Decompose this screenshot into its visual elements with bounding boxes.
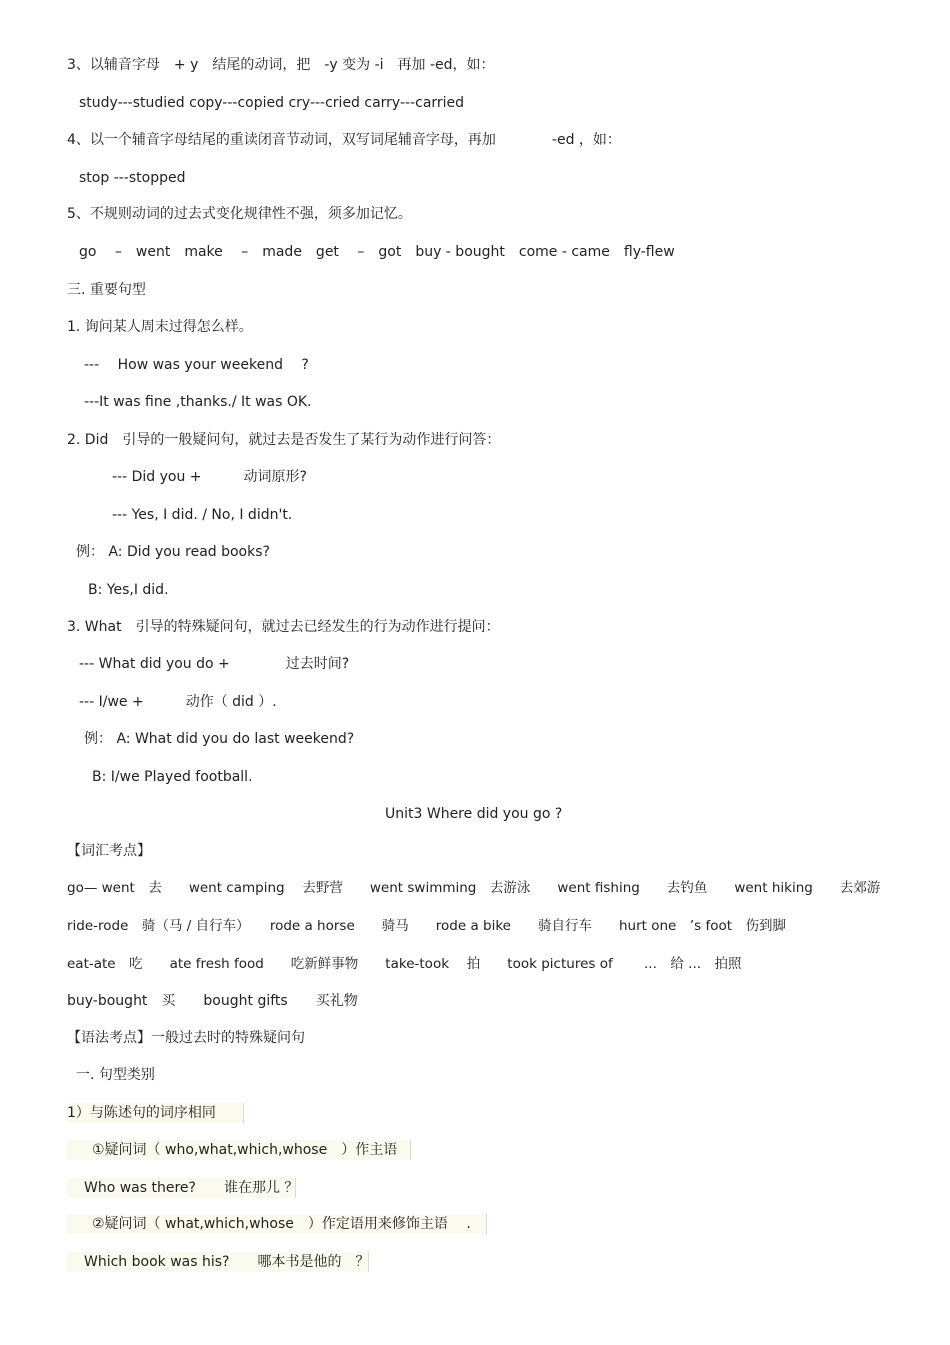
rule-5-irregular: 5、不规则动词的过去式变化规律性不强，须多加记忆。 <box>67 206 412 222</box>
grammar-heading: 【语法考点】一般过去时的特殊疑问句 <box>67 1030 305 1046</box>
unit-title: Unit3 Where did you go ? <box>385 806 563 822</box>
grammar-example-2: Which book was his? 哪本书是他的 ？ <box>84 1254 370 1270</box>
rule-3-spelling: 3、以辅音字母 + y 结尾的动词，把 -y 变为 -i 再加 -ed，如： <box>67 57 495 73</box>
pattern-2-example-q: 例： A: Did you read books? <box>76 544 270 560</box>
grammar-point-2: ②疑问词（ what,which,whose ）作定语用来修饰主语 . <box>92 1216 471 1232</box>
pattern-3-question: --- What did you do + 过去时间? <box>79 656 350 672</box>
section-heading-key-sentences: 三. 重要句型 <box>67 282 146 298</box>
vocab-row-3: eat-ate 吃 ate fresh food 吃新鲜事物 take-took 拍 took pictures of ... 给 ... 拍照 <box>67 956 742 972</box>
vocab-row-1: go— went 去 went camping 去野营 went swimming 去游泳 went fishing 去钓鱼 went hiking 去郊游 <box>67 880 881 896</box>
irregular-verbs-list: go – went make – made get – got buy - bought come - came fly-flew <box>79 244 675 260</box>
pattern-1-title: 1. 询问某人周末过得怎么样。 <box>67 319 253 335</box>
pattern-2-title: 2. Did 引导的一般疑问句，就过去是否发生了某行为动作进行问答： <box>67 432 501 448</box>
rule-4-spelling: 4、以一个辅音字母结尾的重读闭音节动词，双写词尾辅音字母，再加 -ed ，如： <box>67 132 621 148</box>
pattern-3-example-a: B: I/we Played football. <box>92 769 253 785</box>
vocab-heading: 【词汇考点】 <box>67 843 151 859</box>
pattern-1-answer: ---It was fine ,thanks./ It was OK. <box>84 394 312 410</box>
rule-3-examples: study---studied copy---copied cry---cried carry---carried <box>79 95 465 111</box>
grammar-section-1: 一. 句型类别 <box>76 1067 155 1083</box>
pattern-3-title: 3. What 引导的特殊疑问句，就过去已经发生的行为动作进行提问： <box>67 619 500 635</box>
pattern-2-example-a: B: Yes,I did. <box>88 582 169 598</box>
pattern-1-question: --- How was your weekend ? <box>84 357 309 373</box>
rule-4-example: stop ---stopped <box>79 170 186 186</box>
pattern-3-example-q: 例： A: What did you do last weekend? <box>84 731 355 747</box>
pattern-2-question: --- Did you + 动词原形? <box>112 469 307 485</box>
grammar-example-1: Who was there? 谁在那儿 ？ <box>84 1180 299 1196</box>
grammar-subsection-1: 1）与陈述句的词序相同 <box>67 1105 216 1121</box>
pattern-3-answer: --- I/we + 动作（ did ）. <box>79 694 277 710</box>
vocab-row-2: ride-rode 骑（马 / 自行车） rode a horse 骑马 rode a bike 骑自行车 hurt one ’s foot 伤到脚 <box>67 918 787 934</box>
pattern-2-answer: --- Yes, I did. / No, I didn't. <box>112 507 293 523</box>
grammar-point-1: ①疑问词（ who,what,which,whose ）作主语 <box>92 1142 398 1158</box>
vocab-row-4: buy-bought 买 bought gifts 买礼物 <box>67 993 358 1009</box>
